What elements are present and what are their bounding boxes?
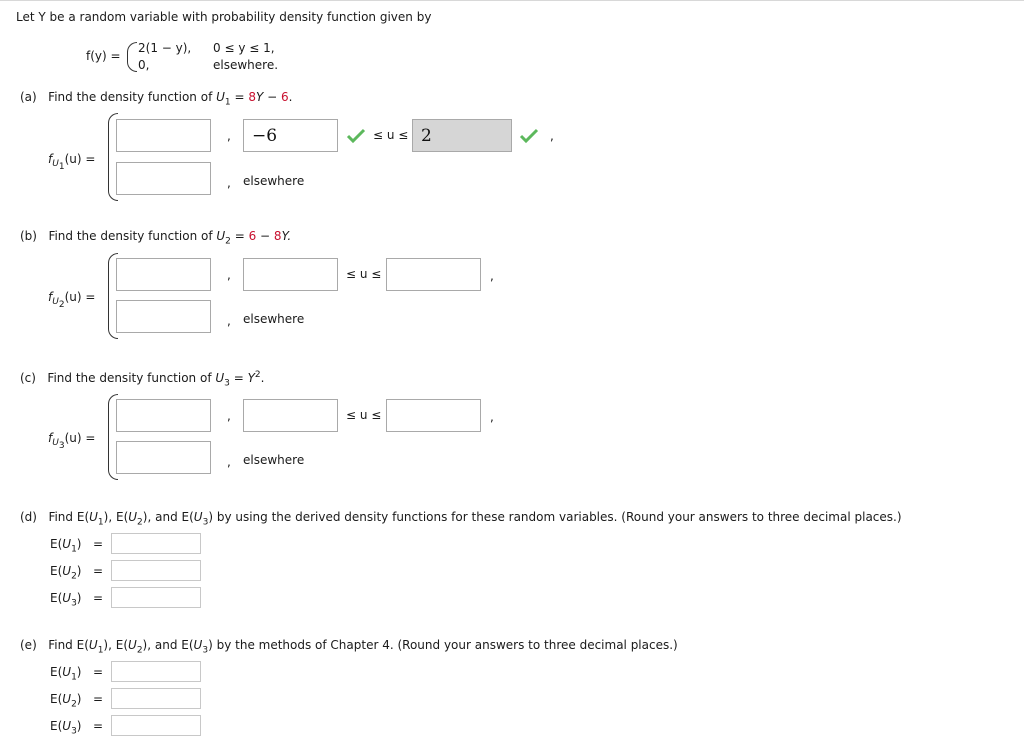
equals-sign: = (93, 591, 104, 605)
comma: , (490, 410, 494, 424)
part-e-prompt: (e) Find $E(U_1)$, $E(U_2)$, and $E(U_3)$ by the methods of Chapter 4. (Round your answers to three decimal places.) (20, 638, 678, 656)
part-e-e2-label: $E(U_2)$ (50, 692, 82, 710)
equals-sign: = (93, 719, 104, 733)
part-d-e1-input[interactable] (111, 533, 201, 554)
part-b-label: (b) (20, 229, 37, 243)
pdf-lhs: f(y) = (86, 49, 121, 63)
part-a-upper-bound-input[interactable]: 2 (412, 119, 512, 152)
check-icon (519, 128, 539, 144)
part-e-e1-label: $E(U_1)$ (50, 665, 82, 683)
part-b-else-input[interactable] (116, 300, 211, 333)
part-c-label: (c) (20, 371, 36, 385)
pdf-case2-expr: 0, (138, 58, 150, 72)
part-e-label: (e) (20, 638, 37, 652)
equals-sign: = (93, 564, 104, 578)
part-e-e3-label: $E(U_3)$ (50, 719, 82, 737)
pdf-brace (127, 42, 137, 72)
part-b-upper-bound-input[interactable] (386, 258, 481, 291)
pdf-case1-expr: 2(1 − y), (138, 41, 192, 55)
check-icon (346, 128, 366, 144)
part-a-lower-bound-input[interactable]: −6 (243, 119, 338, 152)
comma: , (227, 268, 231, 282)
part-d-e2-input[interactable] (111, 560, 201, 581)
equals-sign: = (93, 537, 104, 551)
part-e-e1-input[interactable] (111, 661, 201, 682)
part-b-elsewhere: elsewhere (243, 312, 305, 326)
part-a-prompt: (a) Find the density function of $U_1 = 8Y - 6$. (20, 90, 293, 108)
part-c-fn-label: $f_{U_3}(u)$ = (48, 431, 96, 452)
part-b-lower-bound-input[interactable] (243, 258, 338, 291)
part-c-lower-bound-input[interactable] (243, 399, 338, 432)
part-a-fn-label: $f_{U_1}(u)$ = (48, 152, 96, 173)
part-b-bound-text: ≤ u ≤ (346, 267, 382, 281)
part-d-prompt: (d) Find $E(U_1)$, $E(U_2)$, and $E(U_3)$ by using the derived density functions for these random variables. (Round your answers to three decimal places.) (20, 510, 902, 528)
part-c-else-input[interactable] (116, 441, 211, 474)
comma: , (227, 129, 231, 143)
part-e-e2-input[interactable] (111, 688, 201, 709)
equals-sign: = (93, 665, 104, 679)
part-a-bound-text: ≤ u ≤ (373, 128, 409, 142)
part-d-e1-label: $E(U_1)$ (50, 537, 82, 555)
part-c-prompt: (c) Find the density function of $U_3 = Y^2$. (20, 370, 265, 389)
part-b-prompt: (b) Find the density function of $U_2 = 6 - 8Y$. (20, 229, 292, 247)
comma: , (490, 269, 494, 283)
comma: , (227, 314, 231, 328)
part-d-e3-label: $E(U_3)$ (50, 591, 82, 609)
part-c-upper-bound-input[interactable] (386, 399, 481, 432)
intro-text: Let Y be a random variable with probability density function given by (16, 10, 432, 24)
part-c-bound-text: ≤ u ≤ (346, 408, 382, 422)
pdf-case1-cond: 0 ≤ y ≤ 1, (213, 41, 275, 55)
part-c-elsewhere: elsewhere (243, 453, 305, 467)
part-a-density-input[interactable] (116, 119, 211, 152)
part-b-density-input[interactable] (116, 258, 211, 291)
comma: , (227, 409, 231, 423)
pdf-case2-cond: elsewhere. (213, 58, 279, 72)
part-a-elsewhere: elsewhere (243, 174, 305, 188)
part-c-density-input[interactable] (116, 399, 211, 432)
comma: , (550, 129, 554, 143)
part-a-else-input[interactable] (116, 162, 211, 195)
part-d-e3-input[interactable] (111, 587, 201, 608)
comma: , (227, 455, 231, 469)
part-b-fn-label: $f_{U_2}(u)$ = (48, 290, 96, 311)
part-d-label: (d) (20, 510, 37, 524)
part-a-label: (a) (20, 90, 37, 104)
equals-sign: = (93, 692, 104, 706)
comma: , (227, 176, 231, 190)
part-e-e3-input[interactable] (111, 715, 201, 736)
part-d-e2-label: $E(U_2)$ (50, 564, 82, 582)
